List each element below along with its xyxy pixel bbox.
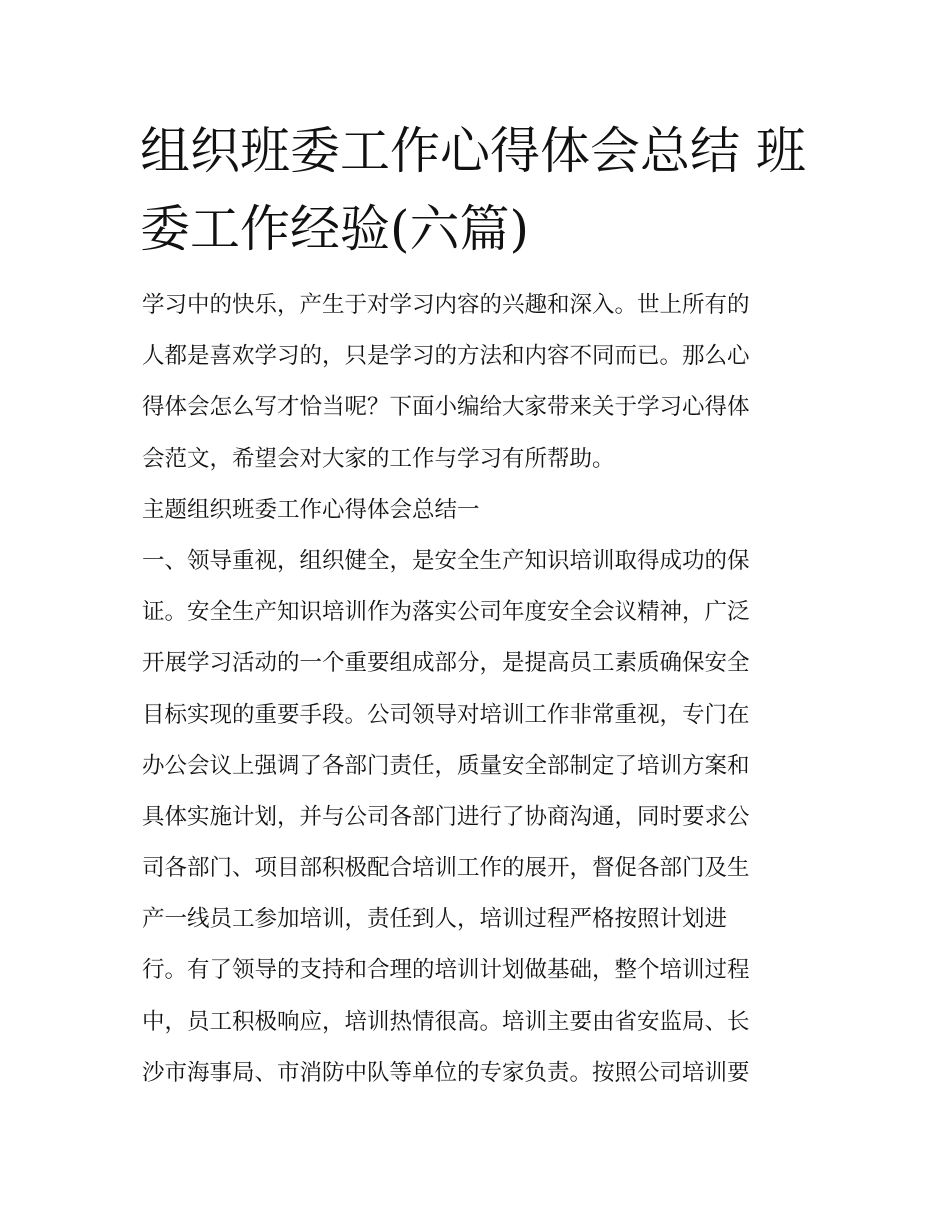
title-line: 委工作经验(六篇) <box>140 200 530 258</box>
paragraph-line: 得体会怎么写才恰当呢？下面小编给大家带来关于学习心得体 <box>142 394 750 421</box>
paragraph-line: 沙市海事局、市消防中队等单位的专家负责。按照公司培训要 <box>142 1059 750 1086</box>
paragraph-line: 开展学习活动的一个重要组成部分，是提高员工素质确保安全 <box>142 650 750 677</box>
paragraph-line: 目标实现的重要手段。公司领导对培训工作非常重视，专门在 <box>142 701 750 728</box>
paragraph-line: 会范文，希望会对大家的工作与学习有所帮助。 <box>142 445 615 472</box>
paragraph-line: 办公会议上强调了各部门责任，质量安全部制定了培训方案和 <box>142 752 750 779</box>
title-line: 组织班委工作心得体会总结 班 <box>140 122 806 180</box>
paragraph-line: 司各部门、项目部积极配合培训工作的展开，督促各部门及生 <box>142 855 750 882</box>
paragraph-line: 行。有了领导的支持和合理的培训计划做基础，整个培训过程 <box>142 957 750 984</box>
paragraph-line: 具体实施计划，并与公司各部门进行了协商沟通，同时要求公 <box>142 803 750 830</box>
paragraph-line: 一、领导重视，组织健全，是安全生产知识培训取得成功的保 <box>142 547 750 574</box>
document-title <box>140 112 820 268</box>
paragraph-line: 中，员工积极响应，培训热情很高。培训主要由省安监局、长 <box>142 1008 750 1035</box>
document-body <box>142 280 822 1099</box>
paragraph-line: 学习中的快乐，产生于对学习内容的兴趣和深入。世上所有的 <box>142 292 750 318</box>
paragraph-line: 人都是喜欢学习的，只是学习的方法和内容不同而已。那么心 <box>142 343 750 370</box>
paragraph-line: 证。安全生产知识培训作为落实公司年度安全会议精神，广泛 <box>142 599 750 626</box>
section-heading: 主题组织班委工作心得体会总结一 <box>142 496 480 523</box>
paragraph-line: 产一线员工参加培训，责任到人，培训过程严格按照计划进 <box>142 906 728 933</box>
